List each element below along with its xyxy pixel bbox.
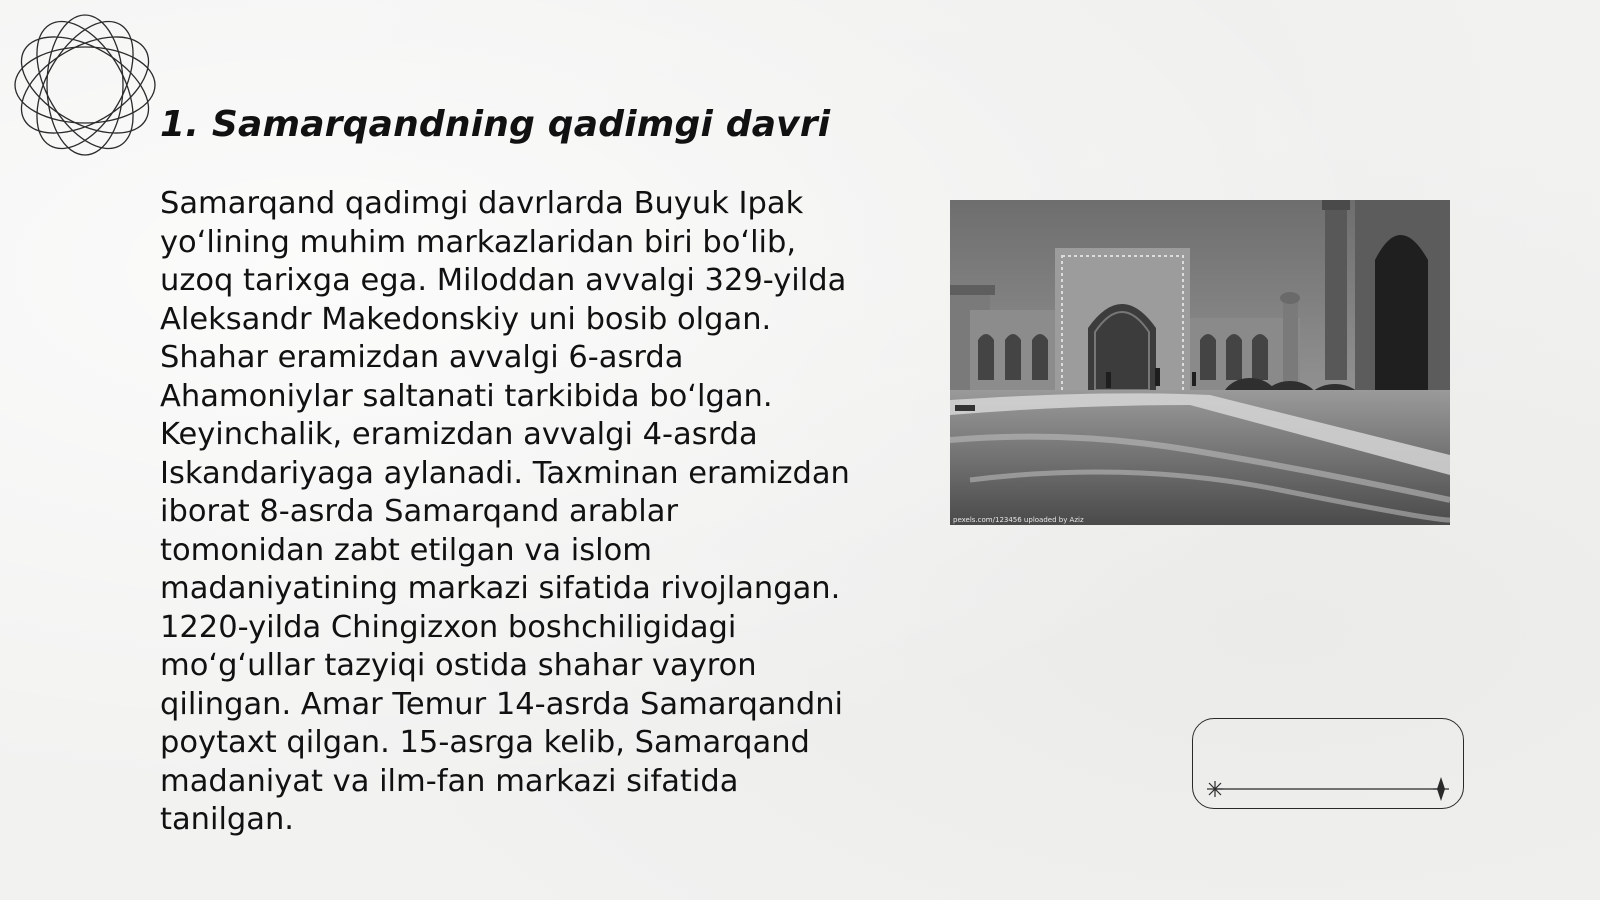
body-paragraph [160,185,860,840]
paragraph-line: madaniyatining markazi sifatida rivojlangan. [160,571,841,606]
registan-photo [950,200,1450,525]
paragraph-line: tanilgan. [160,802,295,837]
paragraph-line: mo‘g‘ullar tazyiqi ostida shahar vayron [160,648,757,683]
paragraph-line: qilingan. Amar Temur 14-asrda Samarqandni [160,686,844,722]
paragraph-line: madaniyat va ilm-fan markazi sifatida [160,763,739,799]
paragraph-line: poytaxt qilgan. 15-asrga kelib, Samarqand [160,725,810,760]
decorative-frame [1192,718,1464,809]
paragraph-line: Keyinchalik, eramizdan avvalgi 4-asrda [160,417,758,452]
registan-photo-illustration [950,200,1450,525]
paragraph-line: tomonidan zabt etilgan va islom [160,532,652,568]
paragraph-line: Aleksandr Makedonskiy uni bosib olgan. [160,301,772,337]
paragraph-line: yo‘lining muhim markazlaridan biri bo‘lib, [160,224,797,260]
ornament-rosette-icon [10,10,160,160]
paragraph-line: Iskandariyaga aylanadi. Taxminan eramizdan [160,455,850,491]
decorative-line [1193,719,1465,810]
paragraph-line: Samarqand qadimgi davrlarda Buyuk Ipak [160,186,804,221]
photo-credit: pexels.com/123456 uploaded by Aziz [953,516,1084,524]
paragraph-line: 1220-yilda Chingizxon boshchiligidagi [160,609,737,645]
paragraph-line: Ahamoniylar saltanati tarkibida bo‘lgan. [160,378,773,414]
paragraph-line: Shahar eramizdan avvalgi 6-asrda [160,340,684,375]
slide-title: 1. Samarqandning qadimgi davri [160,104,831,145]
sparkle-icon [1207,781,1223,797]
paragraph-line: uzoq tarixga ega. Miloddan avvalgi 329-yilda [160,263,847,298]
paragraph-line: iborat 8-asrda Samarqand arablar [160,494,678,529]
